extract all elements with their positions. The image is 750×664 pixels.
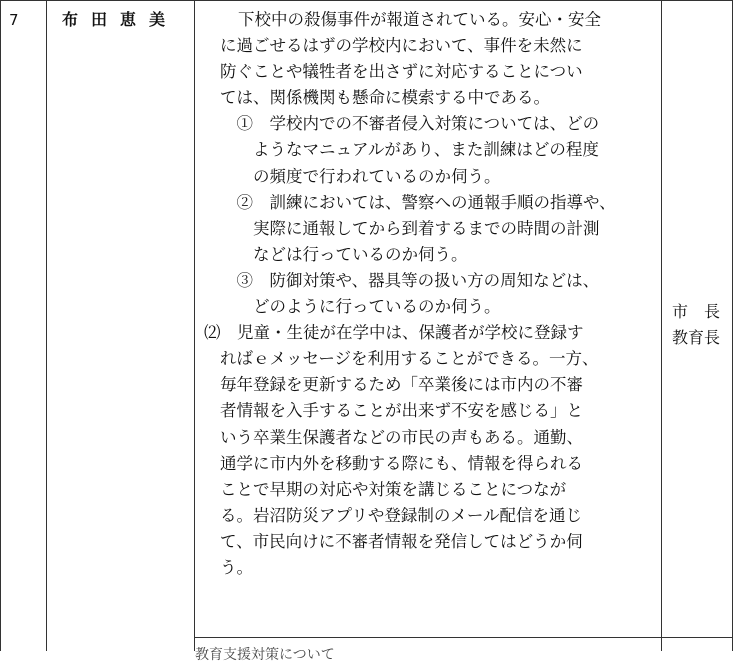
respondent-mayor: 市 長 [672, 302, 721, 321]
question-line: 下校中の殺傷事件が報道されている。安心・安全 [238, 10, 601, 29]
question-line: ③ 防御対策や、器具等の扱い方の周知などは、 [220, 270, 600, 290]
question-line: 者情報を入手することが出来ず不安を感じる」と [220, 401, 583, 421]
row-number: 7 [9, 11, 19, 29]
question-line: ては、関係機関も懸命に模索する中である。 [220, 88, 550, 108]
question-line: 毎年登録を更新するため「卒業後には市内の不審 [220, 375, 583, 395]
question-line: る。岩沼防災アプリや登録制のメール配信を通じ [220, 505, 583, 525]
question-line: 防ぐことや犠牲者を出さずに対応することについ [220, 62, 583, 82]
table-border-left [0, 0, 1, 651]
question-line: ⑵ 児童・生徒が在学中は、保護者が学校に登録す [204, 323, 584, 343]
question-line: ればｅメッセージを利用することができる。一方、 [220, 349, 599, 369]
question-line: などは行っているのか伺う。 [220, 244, 468, 264]
respondent-superintendent: 教育長 [672, 328, 721, 347]
next-row-fragment: 教育支援対策について [195, 647, 335, 663]
question-line: う。 [220, 557, 253, 577]
question-line: に過ごせるはずの学校内において、事件を未然に [220, 36, 583, 56]
questioner-name: 布田恵美 [62, 10, 179, 29]
row-divider [194, 637, 733, 638]
question-line: の頻度で行われているのか伺う。 [220, 166, 501, 186]
question-line: いう卒業生保護者などの市民の声もある。通勤、 [220, 427, 583, 447]
question-line: ① 学校内での不審者侵入対策については、どの [220, 114, 600, 134]
question-line: どのように行っているのか伺う。 [220, 297, 501, 317]
question-line: 実際に通報してから到着するまでの時間の計測 [220, 218, 600, 238]
question-line: て、市民向けに不審者情報を発信してはどうか伺 [220, 531, 583, 551]
column-divider-number [46, 0, 47, 651]
column-divider-question [661, 0, 662, 651]
question-line: 通学に市内外を移動する際にも、情報を得られる [220, 453, 583, 473]
question-line: ようなマニュアルがあり、また訓練はどの程度 [220, 140, 599, 160]
question-line: ことで早期の対応や対策を講じることにつなが [220, 479, 567, 499]
table-border-right [732, 0, 733, 651]
table-border-top [0, 0, 733, 1]
column-divider-name [194, 0, 195, 651]
question-body [204, 7, 658, 581]
question-line: ② 訓練においては、警察への通報手順の指導や、 [220, 192, 616, 212]
